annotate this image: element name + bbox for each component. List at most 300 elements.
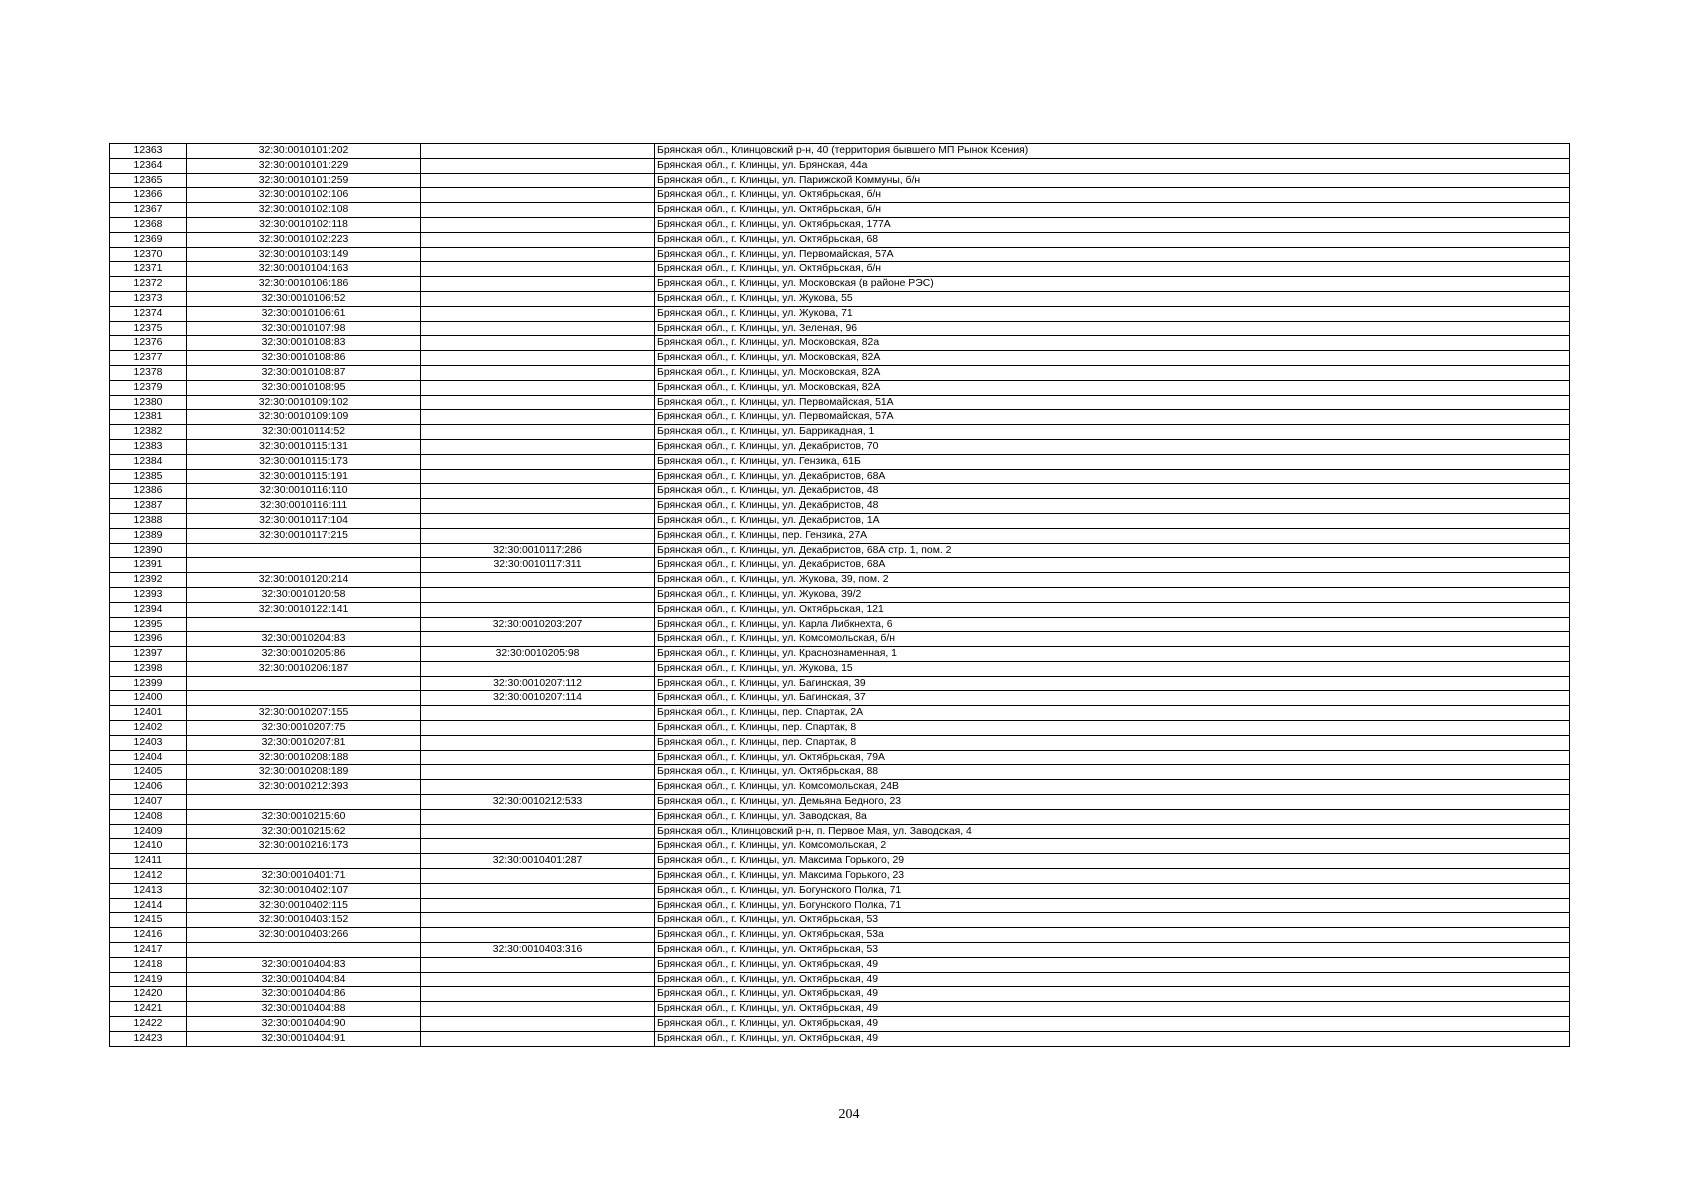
table-row [110, 351, 1570, 366]
cadastral-number-cell: 32:30:0010117:215 [187, 528, 421, 543]
second-cadastral-number-cell [421, 809, 655, 824]
table-row [110, 484, 1570, 499]
address-cell: Брянская обл., г. Клинцы, ул. Заводская, 8а [655, 809, 1570, 824]
cadastral-number-cell: 32:30:0010404:88 [187, 1002, 421, 1017]
row-number-cell: 12397 [110, 647, 187, 662]
second-cadastral-number-cell [421, 158, 655, 173]
table-row [110, 365, 1570, 380]
cadastral-number-cell: 32:30:0010212:393 [187, 780, 421, 795]
table-row [110, 144, 1570, 159]
registry-table-body [110, 144, 1570, 1047]
second-cadastral-number-cell [421, 721, 655, 736]
cadastral-number-cell: 32:30:0010404:91 [187, 1031, 421, 1046]
row-number-cell: 12389 [110, 528, 187, 543]
address-cell: Брянская обл., г. Клинцы, ул. Октябрьская, 49 [655, 1002, 1570, 1017]
row-number-cell: 12379 [110, 380, 187, 395]
cadastral-number-cell: 32:30:0010216:173 [187, 839, 421, 854]
second-cadastral-number-cell [421, 232, 655, 247]
address-cell: Брянская обл., г. Клинцы, ул. Декабристов, 48 [655, 499, 1570, 514]
address-cell: Брянская обл., г. Клинцы, ул. Московская, 82а [655, 336, 1570, 351]
row-number-cell: 12390 [110, 543, 187, 558]
row-number-cell: 12415 [110, 913, 187, 928]
second-cadastral-number-cell [421, 528, 655, 543]
table-row [110, 217, 1570, 232]
row-number-cell: 12412 [110, 869, 187, 884]
address-cell: Брянская обл., г. Клинцы, ул. Октябрьская, 49 [655, 957, 1570, 972]
table-row [110, 203, 1570, 218]
cadastral-number-cell [187, 691, 421, 706]
row-number-cell: 12385 [110, 469, 187, 484]
address-cell: Брянская обл., г. Клинцы, ул. Багинская, 37 [655, 691, 1570, 706]
table-row [110, 957, 1570, 972]
second-cadastral-number-cell [421, 913, 655, 928]
second-cadastral-number-cell [421, 291, 655, 306]
address-cell: Брянская обл., г. Клинцы, пер. Спартак, 8 [655, 735, 1570, 750]
cadastral-number-cell: 32:30:0010404:90 [187, 1017, 421, 1032]
address-cell: Брянская обл., г. Клинцы, ул. Первомайская, 57А [655, 247, 1570, 262]
table-row [110, 439, 1570, 454]
table-row [110, 232, 1570, 247]
table-row [110, 380, 1570, 395]
address-cell: Брянская обл., г. Клинцы, ул. Декабристов, 68А [655, 469, 1570, 484]
address-cell: Брянская обл., г. Клинцы, ул. Октябрьская, б/н [655, 262, 1570, 277]
table-row [110, 277, 1570, 292]
cadastral-number-cell [187, 854, 421, 869]
table-row [110, 1031, 1570, 1046]
second-cadastral-number-cell [421, 661, 655, 676]
second-cadastral-number-cell [421, 987, 655, 1002]
address-cell: Брянская обл., г. Клинцы, ул. Богунского Полка, 71 [655, 883, 1570, 898]
cadastral-number-cell: 32:30:0010120:58 [187, 587, 421, 602]
table-row [110, 469, 1570, 484]
second-cadastral-number-cell [421, 957, 655, 972]
row-number-cell: 12387 [110, 499, 187, 514]
address-cell: Брянская обл., г. Клинцы, ул. Октябрьская, 88 [655, 765, 1570, 780]
address-cell: Брянская обл., г. Клинцы, ул. Комсомольская, 24В [655, 780, 1570, 795]
table-row [110, 499, 1570, 514]
address-cell: Брянская обл., г. Клинцы, ул. Комсомольская, б/н [655, 632, 1570, 647]
cadastral-number-cell: 32:30:0010106:61 [187, 306, 421, 321]
cadastral-number-cell: 32:30:0010108:95 [187, 380, 421, 395]
address-cell: Брянская обл., г. Клинцы, ул. Декабристов, 68А стр. 1, пом. 2 [655, 543, 1570, 558]
cadastral-number-cell: 32:30:0010215:62 [187, 824, 421, 839]
address-cell: Брянская обл., г. Клинцы, ул. Московская, 82А [655, 380, 1570, 395]
address-cell: Брянская обл., г. Клинцы, ул. Декабристов, 68А [655, 558, 1570, 573]
row-number-cell: 12414 [110, 898, 187, 913]
table-row [110, 809, 1570, 824]
table-row [110, 410, 1570, 425]
cadastral-number-cell: 32:30:0010102:106 [187, 188, 421, 203]
second-cadastral-number-cell [421, 1031, 655, 1046]
address-cell: Брянская обл., г. Клинцы, ул. Максима Горького, 29 [655, 854, 1570, 869]
address-cell: Брянская обл., г. Клинцы, ул. Жукова, 39, пом. 2 [655, 573, 1570, 588]
address-cell: Брянская обл., г. Клинцы, ул. Краснознаменная, 1 [655, 647, 1570, 662]
cadastral-number-cell [187, 795, 421, 810]
second-cadastral-number-cell [421, 395, 655, 410]
cadastral-number-cell: 32:30:0010122:141 [187, 602, 421, 617]
row-number-cell: 12404 [110, 750, 187, 765]
page-number: 204 [838, 1107, 860, 1122]
table-row [110, 1002, 1570, 1017]
row-number-cell: 12423 [110, 1031, 187, 1046]
second-cadastral-number-cell [421, 780, 655, 795]
row-number-cell: 12403 [110, 735, 187, 750]
second-cadastral-number-cell [421, 173, 655, 188]
row-number-cell: 12378 [110, 365, 187, 380]
second-cadastral-number-cell [421, 898, 655, 913]
table-row [110, 291, 1570, 306]
row-number-cell: 12406 [110, 780, 187, 795]
row-number-cell: 12409 [110, 824, 187, 839]
second-cadastral-number-cell [421, 380, 655, 395]
table-row [110, 617, 1570, 632]
row-number-cell: 12405 [110, 765, 187, 780]
second-cadastral-number-cell [421, 439, 655, 454]
cadastral-number-cell: 32:30:0010120:214 [187, 573, 421, 588]
table-row [110, 158, 1570, 173]
address-cell: Брянская обл., г. Клинцы, ул. Первомайская, 57А [655, 410, 1570, 425]
second-cadastral-number-cell: 32:30:0010203:207 [421, 617, 655, 632]
cadastral-number-cell: 32:30:0010208:189 [187, 765, 421, 780]
cadastral-number-cell: 32:30:0010108:87 [187, 365, 421, 380]
table-row [110, 647, 1570, 662]
row-number-cell: 12386 [110, 484, 187, 499]
address-cell: Брянская обл., г. Клинцы, ул. Демьяна Бедного, 23 [655, 795, 1570, 810]
table-row [110, 661, 1570, 676]
table-row [110, 854, 1570, 869]
address-cell: Брянская обл., г. Клинцы, ул. Декабристов, 1А [655, 513, 1570, 528]
cadastral-number-cell: 32:30:0010207:81 [187, 735, 421, 750]
second-cadastral-number-cell [421, 217, 655, 232]
address-cell: Брянская обл., г. Клинцы, ул. Баррикадная, 1 [655, 425, 1570, 440]
address-cell: Брянская обл., г. Клинцы, ул. Зеленая, 96 [655, 321, 1570, 336]
address-cell: Брянская обл., г. Клинцы, ул. Багинская, 39 [655, 676, 1570, 691]
address-cell: Брянская обл., г. Клинцы, пер. Спартак, 8 [655, 721, 1570, 736]
cadastral-number-cell: 32:30:0010115:131 [187, 439, 421, 454]
second-cadastral-number-cell [421, 883, 655, 898]
address-cell: Брянская обл., г. Клинцы, ул. Октябрьская, 53а [655, 928, 1570, 943]
row-number-cell: 12418 [110, 957, 187, 972]
table-row [110, 513, 1570, 528]
second-cadastral-number-cell [421, 425, 655, 440]
cadastral-number-cell: 32:30:0010215:60 [187, 809, 421, 824]
address-cell: Брянская обл., г. Клинцы, ул. Декабристов, 48 [655, 484, 1570, 499]
row-number-cell: 12411 [110, 854, 187, 869]
cadastral-number-cell: 32:30:0010117:104 [187, 513, 421, 528]
cadastral-number-cell: 32:30:0010204:83 [187, 632, 421, 647]
cadastral-number-cell: 32:30:0010102:108 [187, 203, 421, 218]
row-number-cell: 12407 [110, 795, 187, 810]
row-number-cell: 12400 [110, 691, 187, 706]
row-number-cell: 12368 [110, 217, 187, 232]
second-cadastral-number-cell [421, 203, 655, 218]
second-cadastral-number-cell [421, 351, 655, 366]
row-number-cell: 12394 [110, 602, 187, 617]
cadastral-number-cell: 32:30:0010102:223 [187, 232, 421, 247]
row-number-cell: 12377 [110, 351, 187, 366]
table-row [110, 883, 1570, 898]
address-cell: Брянская обл., г. Клинцы, пер. Гензика, 27А [655, 528, 1570, 543]
table-row [110, 602, 1570, 617]
second-cadastral-number-cell [421, 1002, 655, 1017]
cadastral-number-cell: 32:30:0010107:98 [187, 321, 421, 336]
second-cadastral-number-cell: 32:30:0010212:533 [421, 795, 655, 810]
cadastral-number-cell: 32:30:0010101:229 [187, 158, 421, 173]
table-row [110, 869, 1570, 884]
table-row [110, 395, 1570, 410]
cadastral-number-cell: 32:30:0010116:110 [187, 484, 421, 499]
row-number-cell: 12367 [110, 203, 187, 218]
row-number-cell: 12416 [110, 928, 187, 943]
second-cadastral-number-cell: 32:30:0010117:286 [421, 543, 655, 558]
row-number-cell: 12413 [110, 883, 187, 898]
address-cell: Брянская обл., г. Клинцы, ул. Жукова, 71 [655, 306, 1570, 321]
cadastral-number-cell: 32:30:0010102:118 [187, 217, 421, 232]
address-cell: Брянская обл., г. Клинцы, ул. Октябрьская, 53 [655, 913, 1570, 928]
address-cell: Брянская обл., г. Клинцы, ул. Октябрьская, 121 [655, 602, 1570, 617]
row-number-cell: 12410 [110, 839, 187, 854]
second-cadastral-number-cell [421, 632, 655, 647]
row-number-cell: 12374 [110, 306, 187, 321]
address-cell: Брянская обл., г. Клинцы, ул. Октябрьская, б/н [655, 188, 1570, 203]
cadastral-number-cell [187, 943, 421, 958]
table-row [110, 721, 1570, 736]
row-number-cell: 12421 [110, 1002, 187, 1017]
address-cell: Брянская обл., г. Клинцы, ул. Октябрьская, 49 [655, 987, 1570, 1002]
table-row [110, 676, 1570, 691]
table-row [110, 632, 1570, 647]
row-number-cell: 12365 [110, 173, 187, 188]
second-cadastral-number-cell [421, 410, 655, 425]
table-row [110, 987, 1570, 1002]
second-cadastral-number-cell: 32:30:0010207:112 [421, 676, 655, 691]
second-cadastral-number-cell [421, 869, 655, 884]
cadastral-number-cell: 32:30:0010108:86 [187, 351, 421, 366]
row-number-cell: 12393 [110, 587, 187, 602]
second-cadastral-number-cell [421, 188, 655, 203]
second-cadastral-number-cell [421, 306, 655, 321]
second-cadastral-number-cell: 32:30:0010403:316 [421, 943, 655, 958]
address-cell: Брянская обл., г. Клинцы, ул. Московская (в районе РЭС) [655, 277, 1570, 292]
table-row [110, 528, 1570, 543]
cadastral-number-cell: 32:30:0010115:173 [187, 454, 421, 469]
table-row [110, 454, 1570, 469]
row-number-cell: 12380 [110, 395, 187, 410]
row-number-cell: 12383 [110, 439, 187, 454]
address-cell: Брянская обл., г. Клинцы, ул. Карла Либкнехта, 6 [655, 617, 1570, 632]
table-row [110, 795, 1570, 810]
second-cadastral-number-cell [421, 706, 655, 721]
cadastral-number-cell: 32:30:0010106:186 [187, 277, 421, 292]
row-number-cell: 12417 [110, 943, 187, 958]
row-number-cell: 12395 [110, 617, 187, 632]
second-cadastral-number-cell [421, 484, 655, 499]
second-cadastral-number-cell [421, 824, 655, 839]
second-cadastral-number-cell: 32:30:0010205:98 [421, 647, 655, 662]
second-cadastral-number-cell [421, 573, 655, 588]
row-number-cell: 12381 [110, 410, 187, 425]
cadastral-number-cell [187, 558, 421, 573]
address-cell: Брянская обл., г. Клинцы, ул. Октябрьская, б/н [655, 203, 1570, 218]
row-number-cell: 12391 [110, 558, 187, 573]
second-cadastral-number-cell [421, 365, 655, 380]
address-cell: Брянская обл., г. Клинцы, ул. Октябрьская, 68 [655, 232, 1570, 247]
address-cell: Брянская обл., г. Клинцы, пер. Спартак, 2А [655, 706, 1570, 721]
row-number-cell: 12392 [110, 573, 187, 588]
cadastral-number-cell [187, 676, 421, 691]
address-cell: Брянская обл., г. Клинцы, ул. Брянская, 44а [655, 158, 1570, 173]
table-row [110, 972, 1570, 987]
second-cadastral-number-cell: 32:30:0010401:287 [421, 854, 655, 869]
second-cadastral-number-cell [421, 247, 655, 262]
cadastral-number-cell [187, 617, 421, 632]
row-number-cell: 12420 [110, 987, 187, 1002]
address-cell: Брянская обл., г. Клинцы, ул. Декабристов, 70 [655, 439, 1570, 454]
address-cell: Брянская обл., г. Клинцы, ул. Октябрьская, 79А [655, 750, 1570, 765]
row-number-cell: 12399 [110, 676, 187, 691]
row-number-cell: 12363 [110, 144, 187, 159]
table-row [110, 573, 1570, 588]
second-cadastral-number-cell [421, 972, 655, 987]
cadastral-number-cell: 32:30:0010403:152 [187, 913, 421, 928]
address-cell: Брянская обл., г. Клинцы, ул. Комсомольская, 2 [655, 839, 1570, 854]
address-cell: Брянская обл., г. Клинцы, ул. Жукова, 15 [655, 661, 1570, 676]
cadastral-number-cell: 32:30:0010101:259 [187, 173, 421, 188]
row-number-cell: 12366 [110, 188, 187, 203]
cadastral-number-cell: 32:30:0010103:149 [187, 247, 421, 262]
row-number-cell: 12372 [110, 277, 187, 292]
table-row [110, 691, 1570, 706]
row-number-cell: 12398 [110, 661, 187, 676]
cadastral-number-cell: 32:30:0010207:155 [187, 706, 421, 721]
table-row [110, 336, 1570, 351]
row-number-cell: 12382 [110, 425, 187, 440]
table-row [110, 1017, 1570, 1032]
cadastral-number-cell: 32:30:0010205:86 [187, 647, 421, 662]
row-number-cell: 12371 [110, 262, 187, 277]
second-cadastral-number-cell [421, 602, 655, 617]
table-row [110, 824, 1570, 839]
second-cadastral-number-cell: 32:30:0010207:114 [421, 691, 655, 706]
cadastral-number-cell: 32:30:0010207:75 [187, 721, 421, 736]
cadastral-number-cell: 32:30:0010116:111 [187, 499, 421, 514]
address-cell: Брянская обл., г. Клинцы, ул. Первомайская, 51А [655, 395, 1570, 410]
table-row [110, 587, 1570, 602]
cadastral-number-cell: 32:30:0010402:115 [187, 898, 421, 913]
cadastral-number-cell: 32:30:0010109:102 [187, 395, 421, 410]
cadastral-number-cell: 32:30:0010114:52 [187, 425, 421, 440]
address-cell: Брянская обл., Клинцовский р-н, 40 (территория бывшего МП Рынок Ксения) [655, 144, 1570, 159]
cadastral-number-cell: 32:30:0010104:163 [187, 262, 421, 277]
cadastral-number-cell: 32:30:0010404:83 [187, 957, 421, 972]
table-row [110, 839, 1570, 854]
address-cell: Брянская обл., г. Клинцы, ул. Октябрьская, 49 [655, 1031, 1570, 1046]
address-cell: Брянская обл., г. Клинцы, ул. Богунского Полка, 71 [655, 898, 1570, 913]
row-number-cell: 12396 [110, 632, 187, 647]
row-number-cell: 12402 [110, 721, 187, 736]
table-row [110, 558, 1570, 573]
table-row [110, 173, 1570, 188]
second-cadastral-number-cell [421, 277, 655, 292]
row-number-cell: 12419 [110, 972, 187, 987]
second-cadastral-number-cell: 32:30:0010117:311 [421, 558, 655, 573]
cadastral-number-cell: 32:30:0010115:191 [187, 469, 421, 484]
second-cadastral-number-cell [421, 750, 655, 765]
table-row [110, 188, 1570, 203]
row-number-cell: 12370 [110, 247, 187, 262]
table-row [110, 735, 1570, 750]
address-cell: Брянская обл., г. Клинцы, ул. Московская, 82А [655, 365, 1570, 380]
address-cell: Брянская обл., г. Клинцы, ул. Жукова, 55 [655, 291, 1570, 306]
table-row [110, 928, 1570, 943]
cadastral-number-cell: 32:30:0010401:71 [187, 869, 421, 884]
table-row [110, 306, 1570, 321]
row-number-cell: 12388 [110, 513, 187, 528]
row-number-cell: 12401 [110, 706, 187, 721]
table-row [110, 706, 1570, 721]
address-cell: Брянская обл., г. Клинцы, ул. Октябрьская, 177А [655, 217, 1570, 232]
table-row [110, 321, 1570, 336]
second-cadastral-number-cell [421, 336, 655, 351]
cadastral-number-cell: 32:30:0010404:86 [187, 987, 421, 1002]
cadastral-number-cell: 32:30:0010106:52 [187, 291, 421, 306]
second-cadastral-number-cell [421, 262, 655, 277]
address-cell: Брянская обл., г. Клинцы, ул. Максима Горького, 23 [655, 869, 1570, 884]
address-cell: Брянская обл., г. Клинцы, ул. Гензика, 61Б [655, 454, 1570, 469]
cadastral-number-cell: 32:30:0010403:266 [187, 928, 421, 943]
second-cadastral-number-cell [421, 587, 655, 602]
cadastral-number-cell: 32:30:0010208:188 [187, 750, 421, 765]
second-cadastral-number-cell [421, 144, 655, 159]
row-number-cell: 12376 [110, 336, 187, 351]
address-cell: Брянская обл., г. Клинцы, ул. Октябрьская, 49 [655, 1017, 1570, 1032]
row-number-cell: 12375 [110, 321, 187, 336]
row-number-cell: 12422 [110, 1017, 187, 1032]
cadastral-number-cell: 32:30:0010404:84 [187, 972, 421, 987]
address-cell: Брянская обл., г. Клинцы, ул. Парижской Коммуны, б/н [655, 173, 1570, 188]
second-cadastral-number-cell [421, 839, 655, 854]
cadastral-number-cell: 32:30:0010206:187 [187, 661, 421, 676]
address-cell: Брянская обл., г. Клинцы, ул. Московская, 82А [655, 351, 1570, 366]
second-cadastral-number-cell [421, 454, 655, 469]
row-number-cell: 12364 [110, 158, 187, 173]
address-cell: Брянская обл., Клинцовский р-н, п. Первое Мая, ул. Заводская, 4 [655, 824, 1570, 839]
table-row [110, 425, 1570, 440]
table-row [110, 765, 1570, 780]
cadastral-number-cell [187, 543, 421, 558]
table-row [110, 543, 1570, 558]
cadastral-number-cell: 32:30:0010402:107 [187, 883, 421, 898]
address-cell: Брянская обл., г. Клинцы, ул. Жукова, 39/2 [655, 587, 1570, 602]
cadastral-number-cell: 32:30:0010109:109 [187, 410, 421, 425]
second-cadastral-number-cell [421, 928, 655, 943]
table-row [110, 913, 1570, 928]
table-row [110, 262, 1570, 277]
table-row [110, 247, 1570, 262]
table-row [110, 943, 1570, 958]
table-row [110, 780, 1570, 795]
second-cadastral-number-cell [421, 513, 655, 528]
table-row [110, 898, 1570, 913]
registry-table [109, 143, 1570, 1047]
row-number-cell: 12373 [110, 291, 187, 306]
row-number-cell: 12384 [110, 454, 187, 469]
second-cadastral-number-cell [421, 735, 655, 750]
row-number-cell: 12369 [110, 232, 187, 247]
row-number-cell: 12408 [110, 809, 187, 824]
second-cadastral-number-cell [421, 499, 655, 514]
cadastral-number-cell: 32:30:0010101:202 [187, 144, 421, 159]
